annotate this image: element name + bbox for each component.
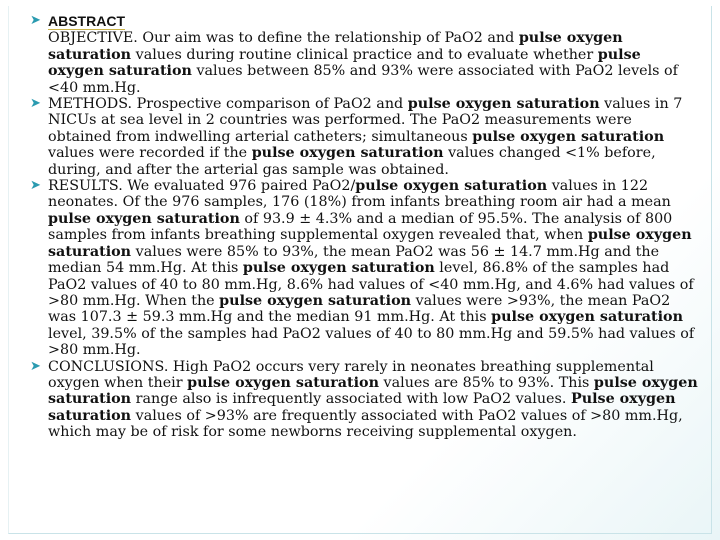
- conclusions-text: CONCLUSIONS. High PaO2 occurs very rarely in neonates breathing supplemental oxygen when their pulse oxygen saturation values are 85% to 93%. This pulse oxygen saturation range also is infrequently associated with low PaO2 values. Pulse oxygen saturation values of >93% are frequently associated with PaO2 values of >80 mm.Hg, which may be of risk for some newborns receiving supplemental oxygen.: [48, 358, 698, 441]
- bullet-item-objective: [30, 30, 698, 96]
- wingding-arrow-icon: ➤: [30, 96, 41, 112]
- abstract-heading: ABSTRACT: [48, 13, 125, 29]
- wingding-arrow-icon: ➤: [30, 13, 41, 28]
- bullet-item-conclusions: [30, 359, 698, 441]
- methods-text: METHODS. Prospective comparison of PaO2 and pulse oxygen saturation values in 7 NICUs at sea level in 2 countries was performed. The PaO2 measurements were obtained from indwelling arterial catheters; simultaneous pulse oxygen saturation values were recorded if the pulse oxygen saturation values changed <1% before, during, and after the arterial gas sample was obtained.: [48, 96, 683, 178]
- abstract-content: [30, 13, 698, 441]
- objective-text: OBJECTIVE. Our aim was to define the relationship of PaO2 and pulse oxygen saturation values during routine clinical practice and to evaluate whether pulse oxygen saturation values between 85% and 93% were associated with PaO2 levels of <40 mm.Hg.: [48, 30, 678, 96]
- bullet-item-methods: [30, 96, 698, 178]
- results-text: RESULTS. We evaluated 976 paired PaO2/pulse oxygen saturation values in 122 neonates. Of the 976 samples, 176 (18%) from infants breathing room air had a mean pulse oxygen saturation of 93.9 ± 4.3% and a median of 95.5%. The analysis of 800 samples from infants breathing supplemental oxygen revealed that, when pulse oxygen saturation values were 85% to 93%, the mean PaO2 was 56 ± 14.7 mm.Hg and the median 54 mm.Hg. At this pulse oxygen saturation level, 86.8% of the samples had PaO2 values of 40 to 80 mm.Hg, 8.6% had values of <40 mm.Hg, and 4.6% had values of >80 mm.Hg. When the pulse oxygen saturation values were >93%, the mean PaO2 was 107.3 ± 59.3 mm.Hg and the median 91 mm.Hg. At this pulse oxygen saturation level, 39.5% of the samples had PaO2 values of 40 to 80 mm.Hg and 59.5% had values of >80 mm.Hg.: [48, 178, 695, 359]
- bullet-item-results: [30, 178, 698, 358]
- wingding-arrow-icon: ➤: [30, 178, 41, 194]
- wingding-arrow-icon: ➤: [30, 358, 41, 374]
- bullet-item-abstract: [30, 13, 698, 30]
